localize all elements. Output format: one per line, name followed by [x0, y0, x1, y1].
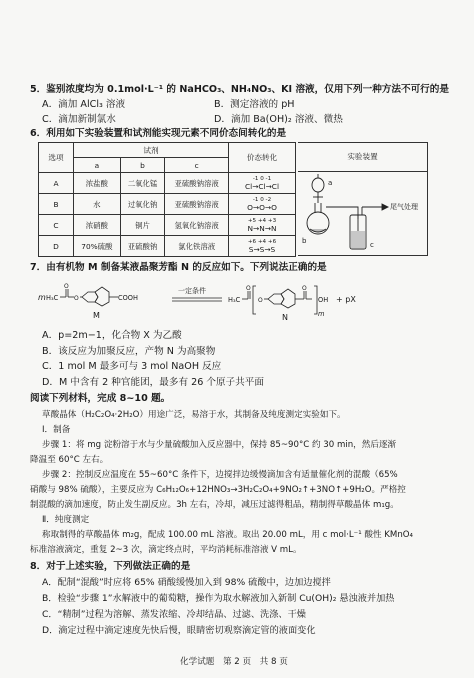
- reading-intro: 阅读下列材料，完成 8~10 题。: [30, 393, 171, 404]
- polymer-n-subscript: m: [318, 310, 325, 318]
- q7-option-d: D．M 中含有 2 种官能团，最多有 26 个原子共平面: [42, 377, 264, 388]
- experiment-table: [38, 142, 296, 257]
- separatory-funnel-icon: [312, 174, 324, 203]
- table-row-c-reagent-b: 铜片: [120, 215, 165, 236]
- step2-line-3: 制混酸的滴加速度，防止发生副反应。3h 左右，冷却，减压过滤得粗品，精制得草酸晶体 m₁g。: [30, 500, 399, 510]
- q8-option-a: A．配制“混酸”时应将 65% 硝酸缓慢加入到 98% 硫酸中，边加边搅拌: [42, 577, 331, 588]
- table-row-b-reagent-b: 过氧化钠: [120, 194, 165, 215]
- svg-text:O: O: [74, 295, 79, 302]
- reaction-condition: 一定条件: [178, 287, 206, 295]
- polymer-n-structure: [228, 285, 328, 314]
- step1-line-1: 步骤 1：将 mg 淀粉溶于水与少量硫酸加入反应器中，保持 85~90°C 约 30 min，然后逐渐: [42, 440, 397, 450]
- q5-option-b: B．测定溶液的 pH: [214, 99, 295, 110]
- apparatus-label-c: c: [370, 241, 374, 249]
- step2-line-1: 步骤 2：控制反应温度在 55~60°C 条件下，边搅拌边缓慢滴加含有适量催化剂的混酸（65%: [42, 470, 398, 480]
- q5-option-d: D．滴加 Ba(OH)₂ 溶液、微热: [214, 114, 343, 125]
- outlet-arrow-icon: [362, 204, 388, 210]
- table-header-option: 选项: [39, 143, 74, 173]
- table-row-c-option: C: [39, 215, 74, 236]
- svg-text:O: O: [258, 297, 263, 304]
- table-header-a: a: [74, 158, 121, 173]
- table-row-b-reagent-a: 水: [74, 194, 121, 215]
- reaction-byproduct: + pX: [336, 295, 356, 304]
- molecule-m-label: M: [93, 311, 100, 320]
- purity-line-1: 称取制得的草酸晶体 m₂g，配成 100.00 mL 溶液。取出 20.00 mL，用 c mol·L⁻¹ 酸性 KMnO₄: [42, 530, 413, 540]
- q7-stem: 7．由有机物 M 制备某液晶聚芳酯 N 的反应如下。下列说法正确的是: [30, 262, 327, 273]
- table-row-d-reagent-a: 70%硫酸: [74, 236, 121, 257]
- step1-line-2: 降温至 60°C 左右。: [30, 455, 109, 465]
- q8-option-b: B．检验“步骤 1”水解液中的葡萄糖，操作为取水解液加入新制 Cu(OH)₂ 悬浊液并加热: [42, 593, 395, 604]
- q8-option-d: D．滴定过程中滴定速度先快后慢，眼睛密切观察滴定管的液面变化: [42, 625, 316, 636]
- apparatus-label-a: a: [328, 179, 333, 187]
- table-row-a-reagent-a: 浓盐酸: [74, 173, 121, 194]
- table-row-c-valence: +5 +4 +3 N→N→N: [229, 215, 296, 236]
- table-header-b: b: [120, 158, 165, 173]
- svg-text:H₃C: H₃C: [46, 294, 59, 302]
- svg-text:O: O: [246, 285, 251, 292]
- svg-text:H₃C: H₃C: [228, 296, 241, 304]
- svg-text:COOH: COOH: [118, 294, 138, 302]
- table-row-a-option: A: [39, 173, 74, 194]
- apparatus-panel: [298, 142, 428, 256]
- apparatus-header: 实验装置: [298, 143, 427, 172]
- table-row-a-valence: -1 0 -1 Cl→Cl→Cl: [229, 173, 296, 194]
- q5-option-a: A．滴加 AlCl₃ 溶液: [42, 99, 126, 110]
- table-row-a-reagent-c: 亚硫酸钠溶液: [165, 173, 229, 194]
- q8-option-c: C．“精制”过程为溶解、蒸发浓缩、冷却结晶、过滤、洗涤、干燥: [42, 609, 306, 620]
- apparatus-label-b: b: [302, 237, 307, 245]
- molecule-m-structure: [46, 283, 138, 306]
- table-row-d-reagent-c: 氯化铁溶液: [165, 236, 229, 257]
- page-footer: 化学试题 第 2 页 共 8 页: [180, 657, 288, 667]
- q8-stem: 8．对于上述实验，下列做法正确的是: [30, 561, 191, 572]
- apparatus-label-tail: 尾气处理: [390, 203, 418, 211]
- q5-stem: 5．鉴别浓度均为 0.1mol·L⁻¹ 的 NaHCO₃、NH₄NO₃、KI 溶液，仅用下列一种方法不可行的是: [30, 84, 449, 95]
- section-purity: Ⅱ．纯度测定: [42, 515, 90, 525]
- table-row-d-option: D: [39, 236, 74, 257]
- step2-line-2: 硝酸与 98% 硫酸），主要反应为 C₆H₁₂O₆+12HNO₃→3H₂C₂O₄+9NO₂↑+3NO↑+9H₂O。严格控: [30, 485, 406, 495]
- apparatus-diagram: [298, 171, 428, 257]
- svg-text:O: O: [302, 285, 307, 292]
- flask-icon: [307, 203, 329, 234]
- reaction-arrow-icon: [172, 298, 222, 301]
- svg-text:O: O: [64, 283, 69, 290]
- table-row-b-option: B: [39, 194, 74, 215]
- table-row-b-valence: -1 0 -2 O→O→O: [229, 194, 296, 215]
- purity-line-2: 标准溶液滴定，重复 2~3 次，滴定终点时，平均消耗标准溶液 V mL。: [30, 545, 302, 555]
- table-row-b-reagent-c: 亚硫酸钠溶液: [165, 194, 229, 215]
- table-row-c-reagent-c: 氢氧化钠溶液: [165, 215, 229, 236]
- q5-option-c: C．滴加新制氯水: [42, 114, 116, 125]
- delivery-tube-icon: [326, 207, 358, 219]
- table-header-c: c: [165, 158, 229, 173]
- table-header-valence: 价态转化: [229, 143, 296, 173]
- table-row-d-valence: +6 +4 +6 S→S→S: [229, 236, 296, 257]
- table-row-d-reagent-b: 亚硫酸钠: [120, 236, 165, 257]
- q6-stem: 6．利用如下实验装置和试剂能实现元素不同价态间转化的是: [30, 128, 287, 139]
- table-row-c-reagent-a: 浓硝酸: [74, 215, 121, 236]
- reading-paragraph-1: 草酸晶体（H₂C₂O₄·2H₂O）用途广泛，易溶于水，其制备及纯度测定实验如下。: [42, 410, 346, 420]
- table-header-reagent: 试剂: [74, 143, 229, 158]
- q7-option-c: C．1 mol M 最多可与 3 mol NaOH 反应: [42, 361, 222, 372]
- q7-option-b: B．该反应为加聚反应，产物 N 为高聚物: [42, 346, 216, 357]
- reaction-scheme: [38, 278, 428, 322]
- q7-option-a: A．p=2m−1，化合物 X 为乙酸: [42, 330, 182, 341]
- section-preparation: Ⅰ．制备: [42, 425, 71, 435]
- reaction-coefficient-m: m: [38, 293, 46, 302]
- polymer-n-label: N: [282, 313, 288, 322]
- svg-text:OH: OH: [318, 296, 329, 304]
- table-row-a-reagent-b: 二氧化锰: [120, 173, 165, 194]
